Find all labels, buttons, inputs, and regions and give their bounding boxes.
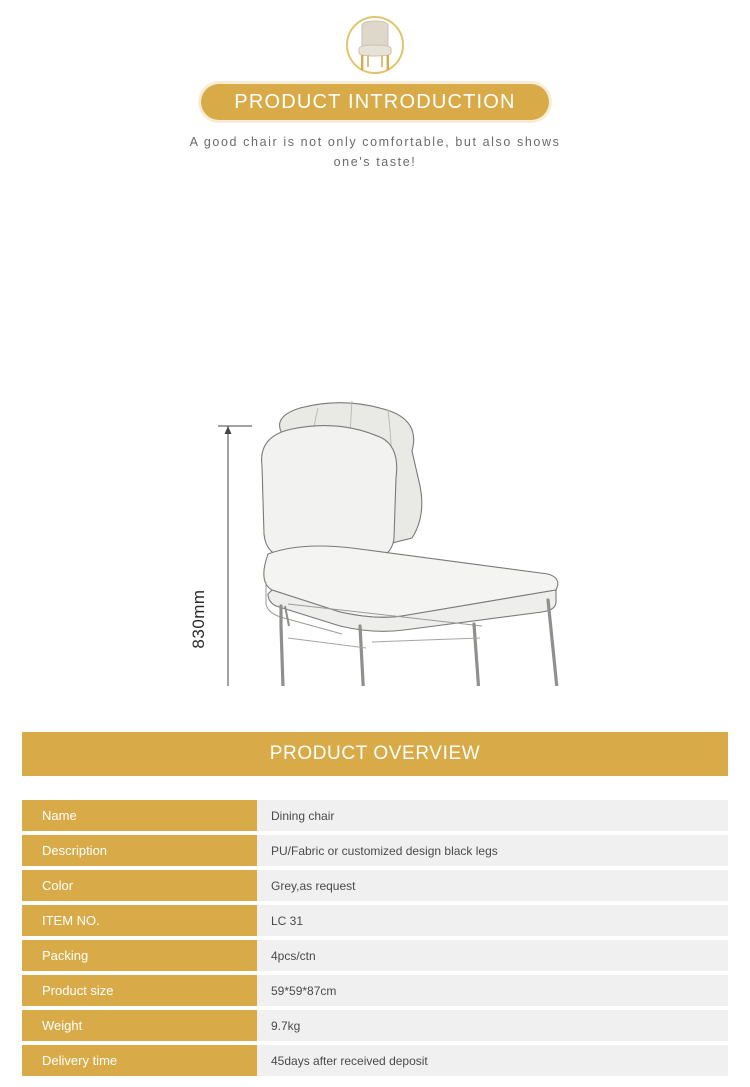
- table-row: [22, 800, 728, 831]
- product-overview-title: [22, 732, 728, 776]
- chair-illustration: [262, 401, 569, 686]
- product-overview-title-text: PRODUCT OVERVIEW: [269, 743, 481, 764]
- spec-value: 4pcs/ctn: [257, 940, 728, 971]
- product-spec-table: [22, 800, 728, 1080]
- table-row: [22, 1010, 728, 1041]
- table-row: [22, 975, 728, 1006]
- page-header: [0, 0, 750, 172]
- chair-icon: [354, 20, 396, 72]
- spec-value: PU/Fabric or customized design black legs: [257, 835, 728, 866]
- spec-value: 45days after received deposit: [257, 1045, 728, 1076]
- chair-line-drawing: [0, 186, 750, 686]
- table-row: [22, 1045, 728, 1076]
- table-row: [22, 940, 728, 971]
- spec-value: Dining chair: [257, 800, 728, 831]
- spec-key: ITEM NO.: [22, 905, 257, 936]
- subtitle-line-1: A good chair is not only comfortable, but also shows: [189, 135, 561, 149]
- spec-key: Weight: [22, 1010, 257, 1041]
- product-introduction-title-text: PRODUCT INTRODUCTION: [234, 90, 516, 113]
- spec-key: Delivery time: [22, 1045, 257, 1076]
- product-dimension-drawing: [0, 186, 750, 686]
- spec-value: Grey,as request: [257, 870, 728, 901]
- spec-key: Description: [22, 835, 257, 866]
- table-row: [22, 905, 728, 936]
- spec-value: 59*59*87cm: [257, 975, 728, 1006]
- subtitle-line-2: one's taste!: [333, 155, 417, 169]
- chair-badge: [330, 14, 420, 76]
- spec-value: 9.7kg: [257, 1010, 728, 1041]
- spec-key: Name: [22, 800, 257, 831]
- spec-key: Color: [22, 870, 257, 901]
- spec-value: LC 31: [257, 905, 728, 936]
- product-introduction-title: [201, 84, 549, 120]
- spec-key: Packing: [22, 940, 257, 971]
- table-row: [22, 835, 728, 866]
- product-introduction-subtitle: [115, 132, 635, 172]
- table-row: [22, 870, 728, 901]
- spec-key: Product size: [22, 975, 257, 1006]
- dimension-height-label: 830mm: [189, 589, 208, 649]
